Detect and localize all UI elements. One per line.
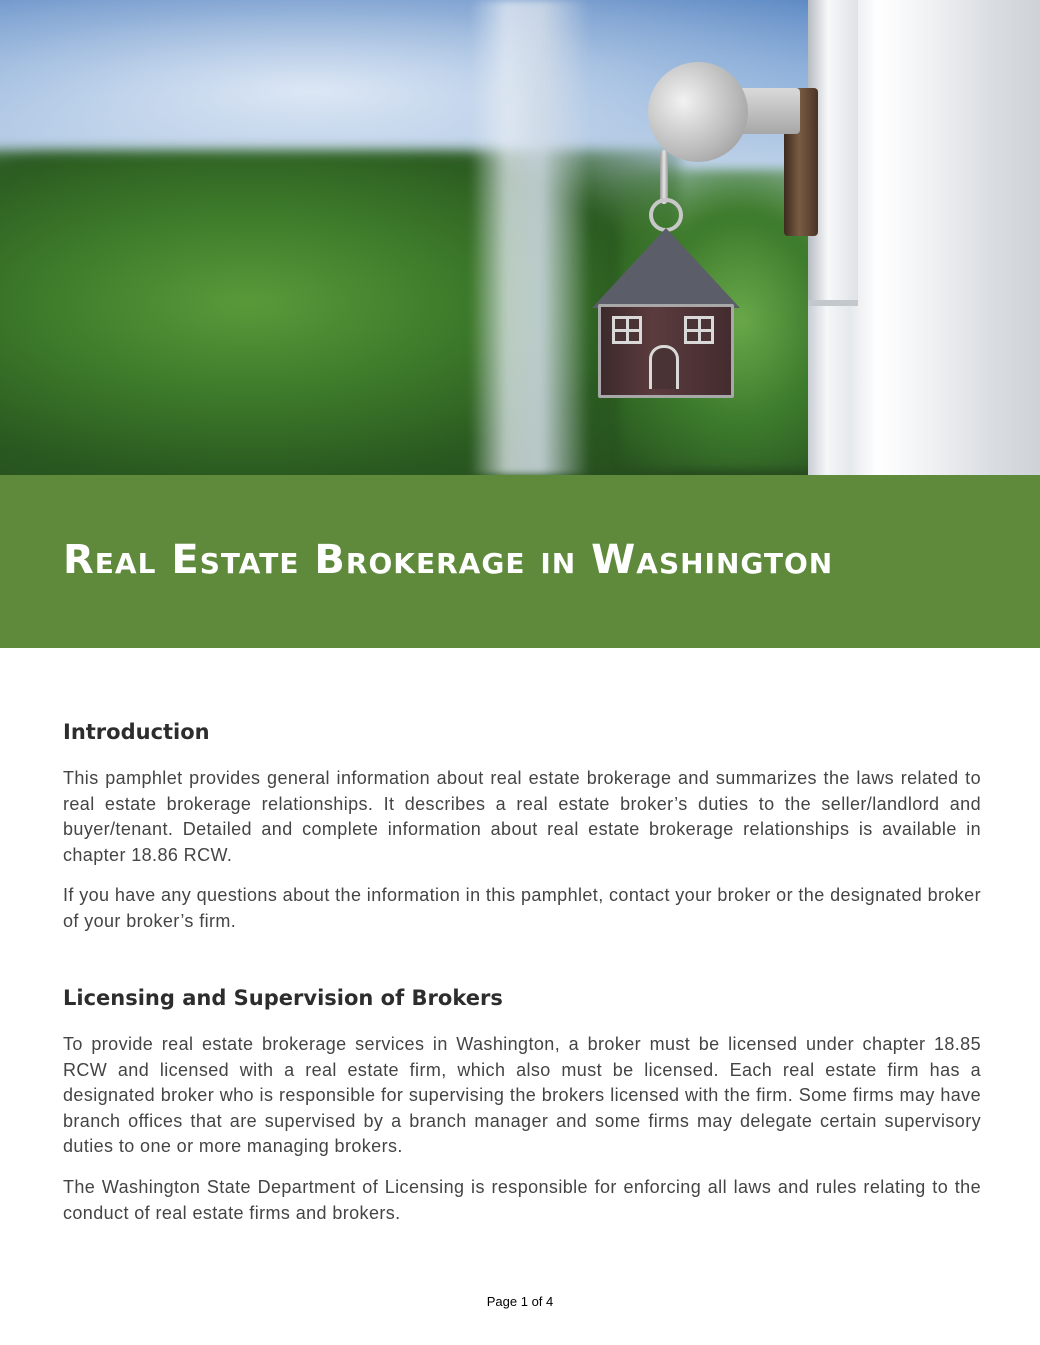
- blurred-post: [470, 0, 590, 475]
- section-heading-introduction: Introduction: [63, 720, 210, 744]
- paragraph: To provide real estate brokerage services in Washington, a broker must be licensed under chapter 18.85 RCW and licensed with a real estate firm, which also must be licensed. Each real estate firm has a designated broker who is responsible for supervising the brokers licensed with the firm. Some firms may have branch offices that are supervised by a branch manager and some firms may delegate certain supervisory duties to one or more managing brokers.: [63, 1034, 981, 1156]
- section-heading-licensing: Licensing and Supervision of Brokers: [63, 986, 503, 1010]
- hero-photo: [0, 0, 1040, 475]
- keychain-ring: [649, 198, 683, 232]
- page-number: Page 1 of 4: [486, 1294, 554, 1309]
- paragraph: If you have any questions about the information in this pamphlet, contact your broker or the designated broker of your broker’s firm.: [63, 885, 981, 931]
- title-banner: [0, 475, 1040, 648]
- keychain-link: [660, 150, 668, 204]
- house-keychain-roof: [592, 228, 740, 308]
- house-door: [649, 345, 679, 389]
- paragraph: The Washington State Department of Licensing is responsible for enforcing all laws and rules relating to the conduct of real estate firms and brokers.: [63, 1177, 981, 1223]
- house-window-right: [684, 316, 714, 344]
- page-title: Real Estate Brokerage in Washington: [63, 537, 834, 583]
- house-window-left: [612, 316, 642, 344]
- paragraph: This pamphlet provides general information about real estate brokerage and summarizes the laws related to real estate brokerage relationships. It describes a real estate broker’s duties to the seller/landlord and buyer/tenant. Detailed and complete information about real estate brokerage relationships is available in chapter 18.86 RCW.: [63, 768, 981, 865]
